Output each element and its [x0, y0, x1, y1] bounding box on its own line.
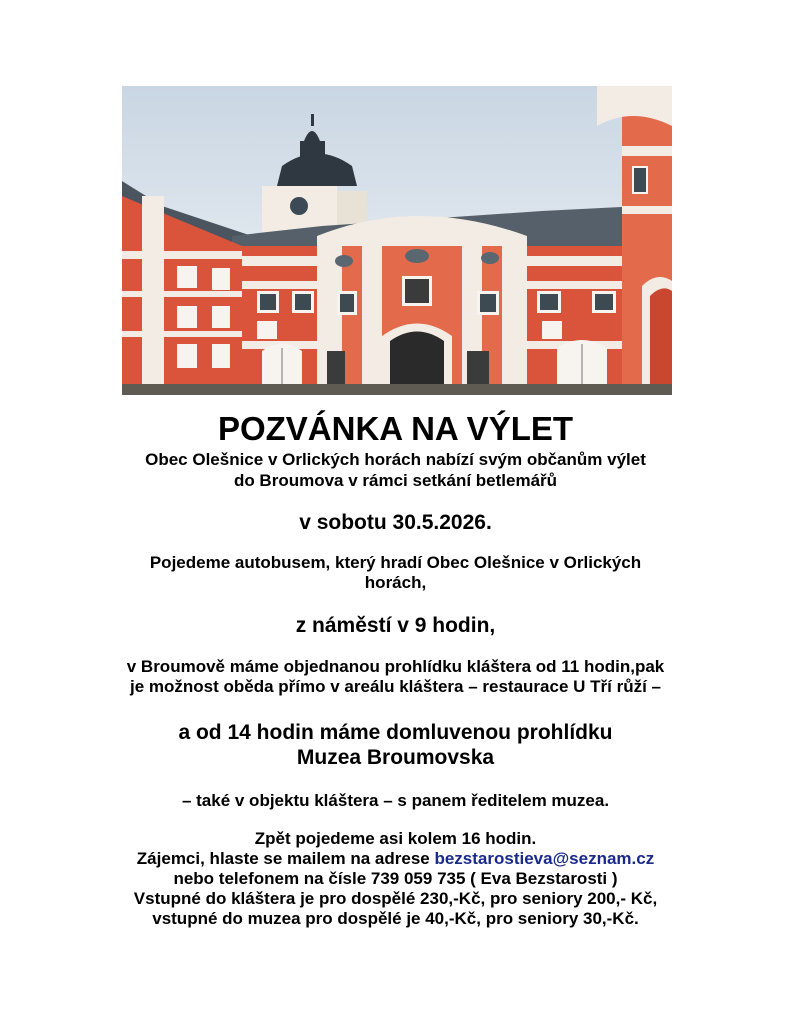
fees-line-2: vstupné do muzea pro dospělé je 40,-Kč, pro seniory 30,-Kč. — [152, 909, 639, 928]
contact-phone: nebo telefonem na čísle 739 059 735 ( Eva Bezstarosti ) — [173, 869, 618, 888]
museum-note: – také v objektu kláštera – s panem ředitelem muzea. — [181, 791, 610, 810]
museum-line-1: a od 14 hodin máme domluvenou prohlídku — [178, 721, 613, 744]
museum-line-2: Muzea Broumovska — [296, 746, 495, 769]
contact-email-line — [0, 849, 791, 869]
intro-line-1: Obec Olešnice v Orlických horách nabízí svým občanům výlet — [145, 450, 646, 469]
departure-info: z náměstí v 9 hodin, — [295, 614, 496, 637]
page-title: POZVÁNKA NA VÝLET — [217, 410, 574, 447]
monastery-photo — [122, 86, 672, 395]
trip-date: v sobotu 30.5.2026. — [299, 511, 492, 534]
bus-line-1: Pojedeme autobusem, který hradí Obec Olešnice v Orlických — [149, 553, 642, 572]
contact-prefix: Zájemci, hlaste se mailem na adrese — [136, 849, 435, 868]
monastery-line-1: v Broumově máme objednanou prohlídku kláštera od 11 hodin,pak — [126, 657, 665, 676]
email-link[interactable]: bezstarostieva@seznam.cz — [434, 849, 655, 868]
fees-line-1: Vstupné do kláštera je pro dospělé 230,-Kč, pro seniory 200,- Kč, — [133, 889, 658, 908]
intro-line-2: do Broumova v rámci setkání betlemářů — [233, 471, 558, 490]
bus-line-2: horách, — [364, 573, 427, 592]
monastery-line-2: je možnost oběda přímo v areálu kláštera – restaurace U Tří růží – — [130, 677, 661, 696]
return-info: Zpět pojedeme asi kolem 16 hodin. — [254, 829, 537, 848]
